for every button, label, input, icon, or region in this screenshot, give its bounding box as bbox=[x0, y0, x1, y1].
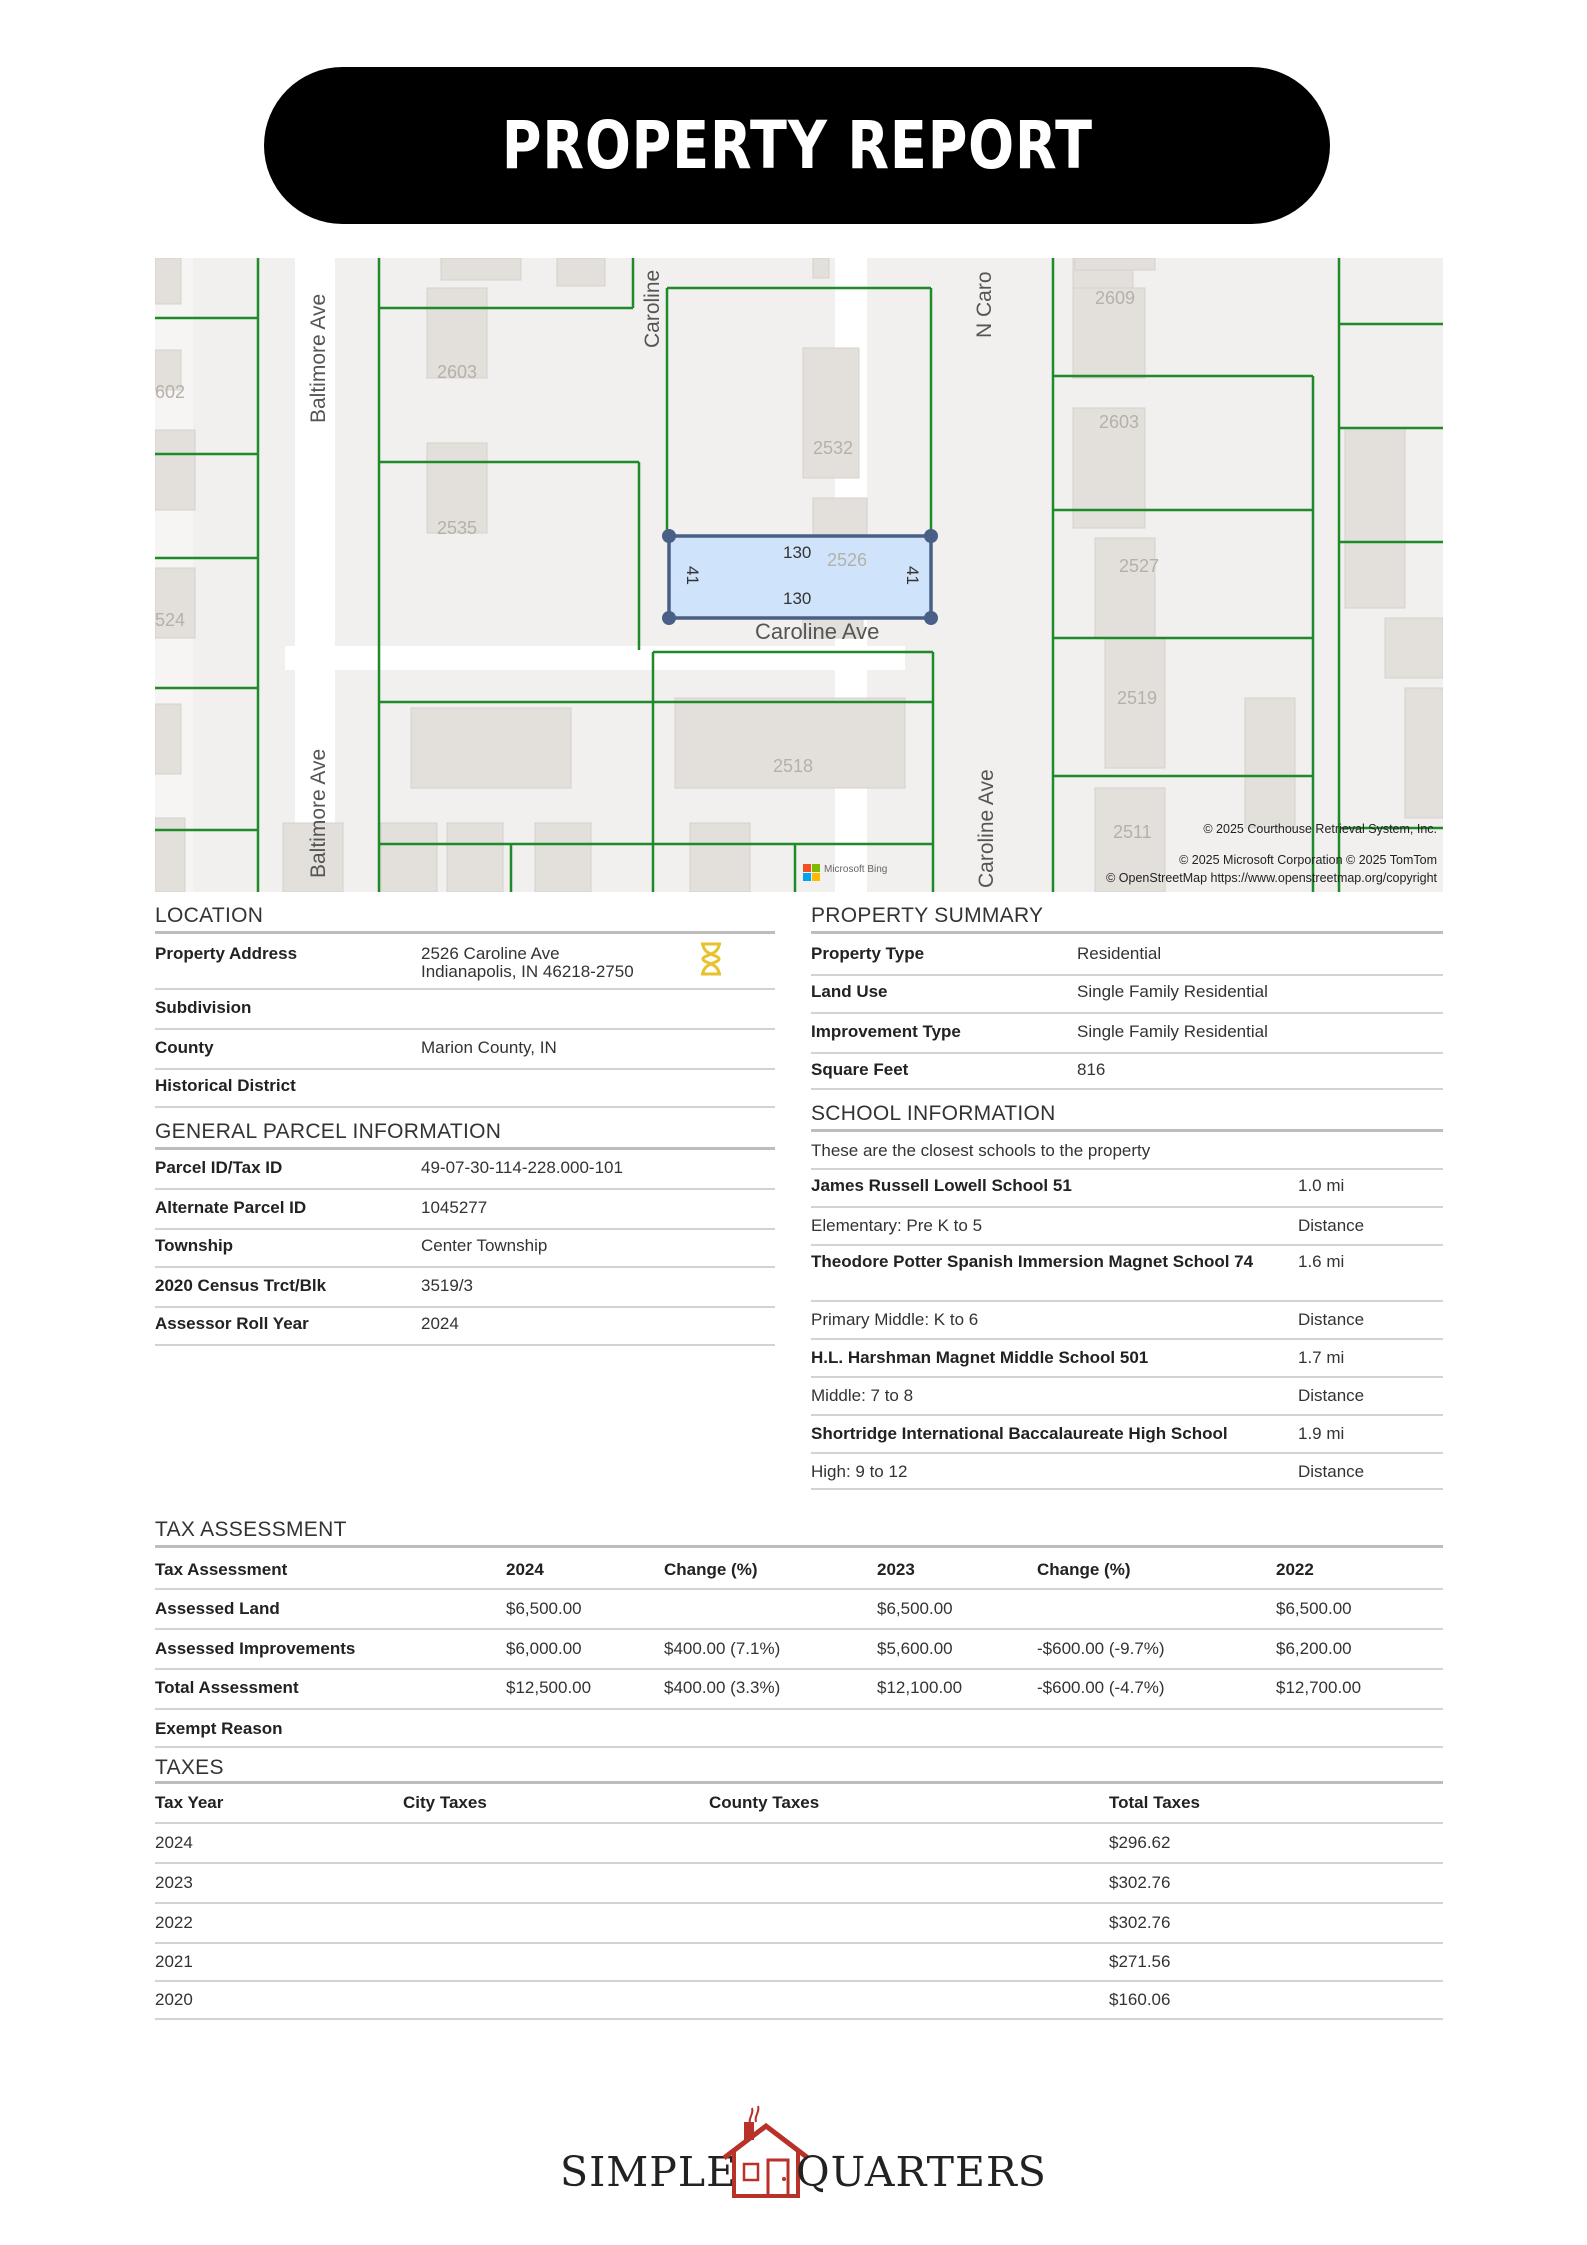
school-title: SCHOOL INFORMATION bbox=[811, 1102, 1056, 1125]
house-number: 2532 bbox=[813, 438, 854, 458]
parcel-dimension-top: 130 bbox=[783, 543, 812, 562]
taxes-row: 2024 $296.62 bbox=[155, 1824, 1443, 1864]
location-row: Property Address 2526 Caroline Ave Indianapolis, IN 46218-2750 bbox=[155, 938, 775, 990]
section-rule bbox=[155, 931, 775, 934]
parcel-dimension-right: 41 bbox=[903, 566, 922, 585]
parcel-title: GENERAL PARCEL INFORMATION bbox=[155, 1120, 502, 1143]
house-number: 2526 bbox=[827, 550, 868, 570]
section-rule bbox=[811, 1129, 1443, 1132]
house-number: 2535 bbox=[437, 518, 478, 538]
summary-title: PROPERTY SUMMARY bbox=[811, 904, 1044, 927]
parcel-map-svg bbox=[155, 258, 1443, 892]
simple-quarters-logo: SIMPLE QUARTERS bbox=[560, 2100, 1040, 2200]
school-row: Theodore Potter Spanish Immersion Magnet School 74 1.6 mi bbox=[811, 1246, 1443, 1302]
school-row: Elementary: Pre K to 5 Distance bbox=[811, 1208, 1443, 1246]
taxes-title: TAXES bbox=[155, 1756, 224, 1779]
street-label: Caroline Ave bbox=[975, 769, 998, 888]
location-row: County Marion County, IN bbox=[155, 1030, 775, 1070]
map-credit: © 2025 Microsoft Corporation © 2025 TomTom bbox=[1179, 853, 1437, 867]
svg-text:Microsoft Bing: Microsoft Bing bbox=[824, 864, 888, 875]
report-title: PROPERTY REPORT bbox=[501, 107, 1093, 184]
map-credit: © OpenStreetMap https://www.openstreetmap.org/copyright bbox=[1106, 871, 1437, 885]
house-number: 2603 bbox=[1099, 412, 1140, 432]
section-rule bbox=[811, 931, 1443, 934]
street-label: N Caro bbox=[973, 271, 996, 338]
house-number: 2609 bbox=[1095, 288, 1136, 308]
house-number: 2527 bbox=[1119, 556, 1160, 576]
parcel-dimension-bottom: 130 bbox=[783, 589, 812, 608]
school-row: Shortridge International Baccalaureate High School 1.9 mi bbox=[811, 1416, 1443, 1454]
section-rule bbox=[155, 1147, 775, 1150]
tax-assessment-row: Assessed Improvements $6,000.00 $400.00 (7.1%) $5,600.00 -$600.00 (-9.7%) $6,200.00 bbox=[155, 1630, 1443, 1670]
taxes-row: 2021 $271.56 bbox=[155, 1944, 1443, 1982]
section-rule bbox=[155, 1781, 1443, 1784]
tax-assessment-row: Assessed Land $6,500.00 $6,500.00 $6,500.00 bbox=[155, 1590, 1443, 1630]
summary-row: Square Feet 816 bbox=[811, 1054, 1443, 1090]
tax-assessment-title: TAX ASSESSMENT bbox=[155, 1518, 347, 1541]
report-title-bar bbox=[264, 67, 1330, 224]
house-number: 602 bbox=[155, 382, 186, 402]
house-number: 2518 bbox=[773, 756, 814, 776]
house-number: 2511 bbox=[1113, 822, 1152, 842]
tax-assessment-header: Tax Assessment 2024 Change (%) 2023 Change (%) 2022 bbox=[155, 1550, 1443, 1590]
property-city: Indianapolis, IN 46218-2750 bbox=[421, 962, 634, 981]
tax-assessment-row: Exempt Reason bbox=[155, 1710, 1443, 1748]
location-row: Historical District bbox=[155, 1070, 775, 1108]
tax-assessment-row: Total Assessment $12,500.00 $400.00 (3.3%) $12,100.00 -$600.00 (-4.7%) $12,700.00 bbox=[155, 1670, 1443, 1710]
school-row: High: 9 to 12 Distance bbox=[811, 1454, 1443, 1490]
taxes-row: 2023 $302.76 bbox=[155, 1864, 1443, 1904]
school-row: Primary Middle: K to 6 Distance bbox=[811, 1302, 1443, 1340]
location-title: LOCATION bbox=[155, 904, 264, 927]
taxes-row: 2022 $302.76 bbox=[155, 1904, 1443, 1944]
house-number: 2603 bbox=[437, 362, 478, 382]
map-credit: © 2025 Courthouse Retrieval System, Inc. bbox=[1203, 822, 1437, 836]
house-number: 524 bbox=[155, 610, 186, 630]
taxes-row: 2020 $160.06 bbox=[155, 1982, 1443, 2020]
street-label: Caroline Ave bbox=[755, 619, 880, 644]
taxes-header: Tax Year City Taxes County Taxes Total Taxes bbox=[155, 1786, 1443, 1824]
summary-row: Land Use Single Family Residential bbox=[811, 976, 1443, 1014]
section-rule bbox=[155, 1545, 1443, 1548]
parcel-row: Parcel ID/Tax ID 49-07-30-114-228.000-101 bbox=[155, 1152, 775, 1190]
parcel-map[interactable] bbox=[155, 258, 1443, 892]
school-row: H.L. Harshman Magnet Middle School 501 1.7 mi bbox=[811, 1340, 1443, 1378]
school-row: James Russell Lowell School 51 1.0 mi bbox=[811, 1170, 1443, 1208]
street-label: Baltimore Ave bbox=[307, 293, 330, 423]
street-label: Baltimore Ave bbox=[307, 748, 330, 878]
school-intro: These are the closest schools to the property bbox=[811, 1134, 1443, 1170]
summary-row: Property Type Residential bbox=[811, 938, 1443, 976]
summary-row: Improvement Type Single Family Residential bbox=[811, 1014, 1443, 1054]
property-address: 2526 Caroline Ave bbox=[421, 944, 560, 963]
street-label: Caroline bbox=[641, 269, 664, 348]
parcel-row: Township Center Township bbox=[155, 1230, 775, 1268]
parcel-row: Alternate Parcel ID 1045277 bbox=[155, 1190, 775, 1230]
parcel-dimension-left: 41 bbox=[683, 566, 702, 585]
hourglass-icon[interactable] bbox=[698, 942, 724, 976]
house-number: 2519 bbox=[1117, 688, 1158, 708]
location-row: Subdivision bbox=[155, 990, 775, 1030]
parcel-row: 2020 Census Trct/Blk 3519/3 bbox=[155, 1268, 775, 1308]
parcel-row: Assessor Roll Year 2024 bbox=[155, 1308, 775, 1346]
school-row: Middle: 7 to 8 Distance bbox=[811, 1378, 1443, 1416]
